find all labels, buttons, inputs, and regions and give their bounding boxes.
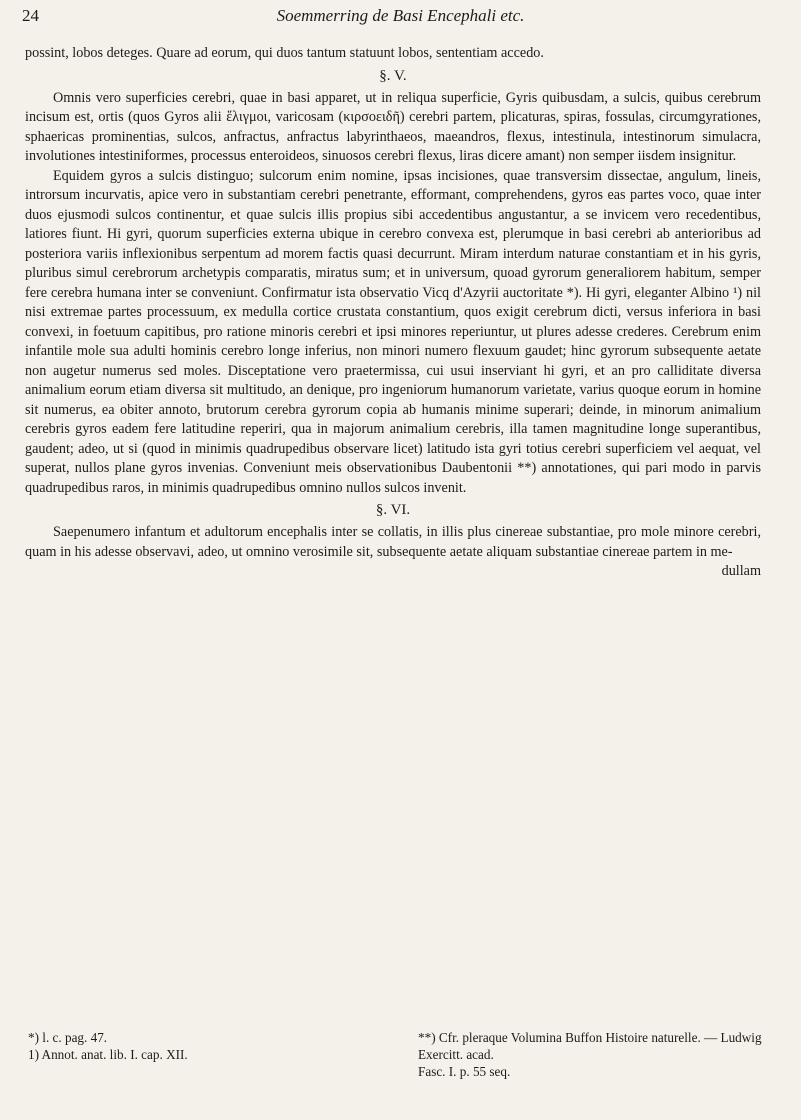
paragraph-substantia: Saepenumero infantum et adultorum encephalis inter se collatis, in illis plus cinereae substantiae, pro mole minore cerebri, quam in his adesse observavi, adeo, ut omnino verosimile sit, subsequente aetate aliquam substantiae cinereae partem in me- xyxy=(25,524,761,560)
main-text xyxy=(25,44,761,582)
footnote: *) l. c. pag. 47. xyxy=(28,1030,108,1045)
page-number: 24 xyxy=(22,6,39,25)
paragraph-continuation: possint, lobos deteges. Quare ad eorum, qui duos tantum statuunt lobos, sententiam accedo. xyxy=(25,45,544,61)
catchword: dullam xyxy=(721,563,761,579)
footnote: **) Cfr. pleraque Volumina Buffon Histoire naturelle. — Ludwig Exercitt. acad. xyxy=(418,1030,762,1062)
running-title: Soemmerring de Basi Encephali etc. xyxy=(276,6,525,25)
section-heading-6: §. VI. xyxy=(375,502,411,518)
footnotes-right xyxy=(418,1029,768,1080)
footnote: 1) Annot. anat. lib. I. cap. XII. xyxy=(28,1047,188,1062)
footnote: Fasc. I. p. 55 seq. xyxy=(418,1064,511,1079)
page-header xyxy=(0,6,801,28)
paragraph-gyri-intro: Omnis vero superficies cerebri, quae in basi apparet, ut in reliqua superficie, Gyris quibusdam, a sulcis, quibus cerebrum incisum est, ortis (quos Gyros alii ἕλιγμοι, varicosam (κιρσοειδῆ) cerebri partem, plicaturas, spiras, fossulas, circumgyrationes, sphaericas prominentias, sulcos, anfractus, anfractus labyrinthaeos, maeandros, flexus, intestinula, intestinorum simulacra, involutiones intestiniformes, processus enteroideos, sinuosos cerebri flexus, liras dicere amant) non semper iisdem insignitur. xyxy=(25,89,761,164)
paragraph-gyri-sulci: Equidem gyros a sulcis distinguo; sulcorum enim nomine, ipsas incisiones, quae transversim dissectae, angulum, lineis, introrsum incurvatis, apice vero in substantiam cerebri penetrante, efformant, comprehendens, gyros eas partes voco, quae inter duos ejusmodi sulcos continentur, et quae sulcis illis propius sibi accedentibus angustantur, a se invicem vero recedentibus, latiores fiunt. Hi gyri, quorum superficies externa ubique in cerebro convexa est, plerumque in basi cerebri ab anterioribus ad posteriora variis inflexionibus serpentum ad morem factis quasi decurrunt. Miram interdum naturae constantiam et in his gyris, pluribus simul cerebrorum archetypis comparatis, miratus sum; et in universum, quoad gyrorum generaliorem habitum, semper fere cerebra humana inter se conveniunt. Confirmatur ista observatio Vicq d'Azyrii auctoritate *). Hi gyri, eleganter Albino ¹) nil nisi extremae partes processuum, ex medulla cortice crustata constantium, quos exigit cerebrum dicti, versus inferiora in basi convexi, in foetuum capitibus, pro ratione minoris cerebri et ipsi minores reperiuntur, ut plures adesse crederes. Cerebrum enim infantile mole sua adulti hominis cerebro longe inferius, non minori numero flexuum gaudet; hinc gyrorum subsequente aetate non augetur numerus sed moles. Disceptatione vero praetermissa, cui usui inserviant hi gyri, et an pro calliditate diversa animalium eorum etiam diversa sit multitudo, an denique, pro ingeniorum humanorum varietate, varius quoque eorum in homine sit numerus, ea obiter annoto, brutorum cerebra gyrorum copia ab humanis minime superari; deinde, in minorum animalium cerebris gyros eadem fere latitudine reperiri, qua in majorum animalium cerebris, illa tamen magnitudine longe superantibus, gaudent; adeo, ut si (quod in minimis quadrupedibus observare licet) latitudo ista gyri totius cerebri superficiem vel aequat, vel superat, nullos plane gyros invenias. Conveniunt meis observationibus Daubentonii **) annotationes, qui pari modo in parvis quadrupedibus raros, in minimis quadrupedibus omnino nullos sulcos invenit. xyxy=(25,167,761,496)
footnotes-left xyxy=(28,1029,358,1063)
section-heading-5: §. V. xyxy=(379,67,407,84)
